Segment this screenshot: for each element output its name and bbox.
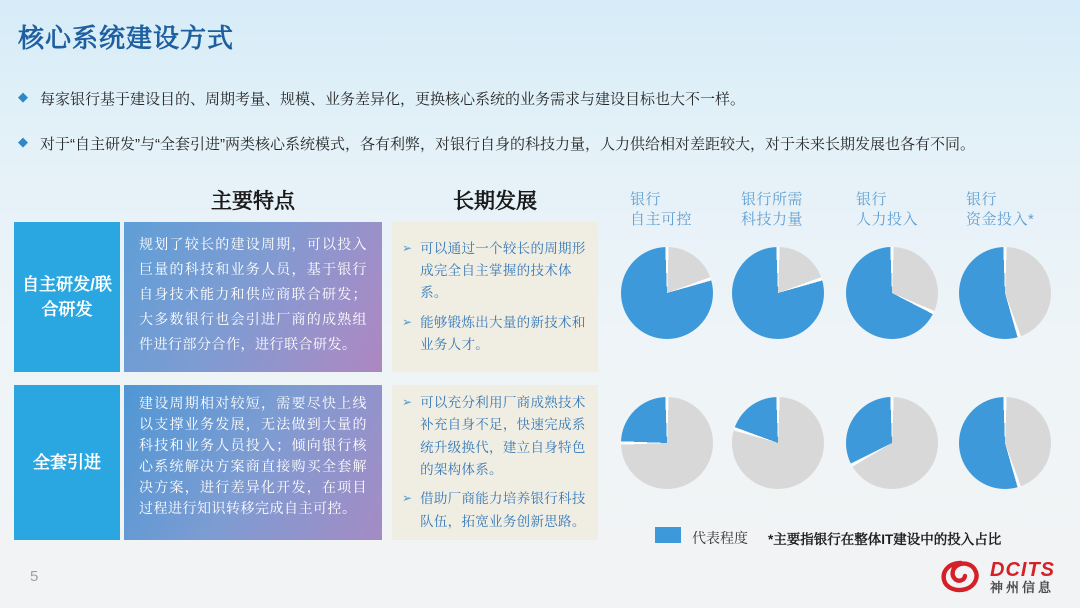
- pie-header-line: 银行所需: [741, 191, 804, 208]
- diamond-bullet-icon: ◆: [18, 89, 28, 104]
- logo-text: [990, 559, 1055, 595]
- logo-name: DCITS: [990, 558, 1055, 581]
- pie-column-header-autonomy: [630, 190, 692, 231]
- pie-header-line: 银行: [630, 191, 662, 208]
- row1-longterm-item-1-text: 可以通过一个较长的周期形成完全自主掌握的技术体系。: [420, 240, 586, 301]
- row1-longterm-box: [392, 222, 598, 372]
- pie-header-line: 科技力量: [741, 211, 804, 229]
- pie-chart-row1-tech-power: [732, 247, 824, 339]
- pie-column-header-manpower: [856, 190, 918, 231]
- pie-chart-row2-autonomy: [621, 397, 713, 489]
- pie-header-line: 自主可控: [630, 211, 693, 229]
- page-number: 5: [30, 568, 39, 585]
- row1-longterm-item-2-text: 能够锻炼出大量的新技术和业务人才。: [420, 314, 586, 352]
- pie-chart-row2-tech-power: [732, 397, 824, 489]
- pie-header-line: 银行: [856, 191, 888, 208]
- footnote: *主要指银行在整体IT建设中的投入占比: [768, 532, 1002, 547]
- legend-swatch: [655, 527, 681, 543]
- intro-bullet-2: [18, 133, 1058, 154]
- pie-chart-row1-autonomy: [621, 247, 713, 339]
- row-label-full-package: 全套引进: [14, 385, 120, 540]
- pie-chart-row2-manpower: [846, 397, 938, 489]
- arrow-bullet-icon: ➢: [402, 314, 413, 329]
- row2-longterm-item-2-text: 借助厂商能力培养银行科技队伍，拓宽业务创新思路。: [420, 491, 586, 529]
- column-header-features: 主要特点: [211, 190, 295, 213]
- page-title: 核心系统建设方式: [18, 23, 235, 53]
- pie-chart-row1-funding: [959, 247, 1051, 339]
- pie-chart-row1-manpower: [846, 247, 938, 339]
- row1-features-text: 规划了较长的建设周期，可以投入巨量的科技和业务人员，基于银行自身技术能力和供应商联合研发；大多数银行也会引进厂商的成熟组件进行部分合作，进行联合研发。: [124, 222, 382, 372]
- company-logo: [938, 556, 1055, 598]
- pie-header-line: 资金投入*: [966, 211, 1035, 229]
- pie-chart-row2-funding: [959, 397, 1051, 489]
- legend-label: 代表程度: [692, 530, 748, 546]
- intro-bullet-2-text: 对于“自主研发”与“全套引进”两类核心系统模式，各有利弊，对银行自身的科技力量，人力供给相对差距较大，对于未来长期发展也各有不同。: [40, 136, 975, 153]
- row2-longterm-item-2: [400, 488, 588, 533]
- diamond-bullet-icon: ◆: [18, 134, 28, 149]
- row-label-self-development: 自主研发/联合研发: [14, 222, 120, 372]
- arrow-bullet-icon: ➢: [402, 395, 413, 410]
- intro-bullet-1-text: 每家银行基于建设目的、周期考量、规模、业务差异化，更换核心系统的业务需求与建设目标也大不一样。: [40, 91, 746, 108]
- row1-longterm-item-2: [400, 312, 588, 357]
- intro-bullet-1: [18, 88, 1058, 109]
- row2-longterm-box: [392, 385, 598, 540]
- row2-features-text: 建设周期相对较短，需要尽快上线以支撑业务发展，无法做到大量的科技和业务人员投入；倾向银行核心系统解决方案商直接购买全套解决方案，进行差异化开发，在项目过程进行知识转移完成自主可控。: [124, 385, 382, 540]
- pie-column-header-tech-power: [741, 190, 803, 231]
- row1-longterm-item-1: [400, 238, 588, 305]
- row2-longterm-item-1: [400, 392, 588, 481]
- pie-header-line: 银行: [966, 191, 998, 208]
- row2-longterm-item-1-text: 可以充分利用厂商成熟技术补充自身不足，快速完成系统升级换代，建立自身特色的架构体系。: [420, 395, 586, 477]
- arrow-bullet-icon: ➢: [402, 240, 413, 255]
- column-header-longterm: 长期发展: [453, 190, 537, 213]
- pie-column-header-funding: [966, 190, 1034, 231]
- dcits-swirl-icon: [938, 556, 984, 598]
- pie-header-line: 人力投入: [856, 211, 919, 229]
- arrow-bullet-icon: ➢: [402, 491, 413, 506]
- logo-subname: 神州信息: [990, 579, 1055, 595]
